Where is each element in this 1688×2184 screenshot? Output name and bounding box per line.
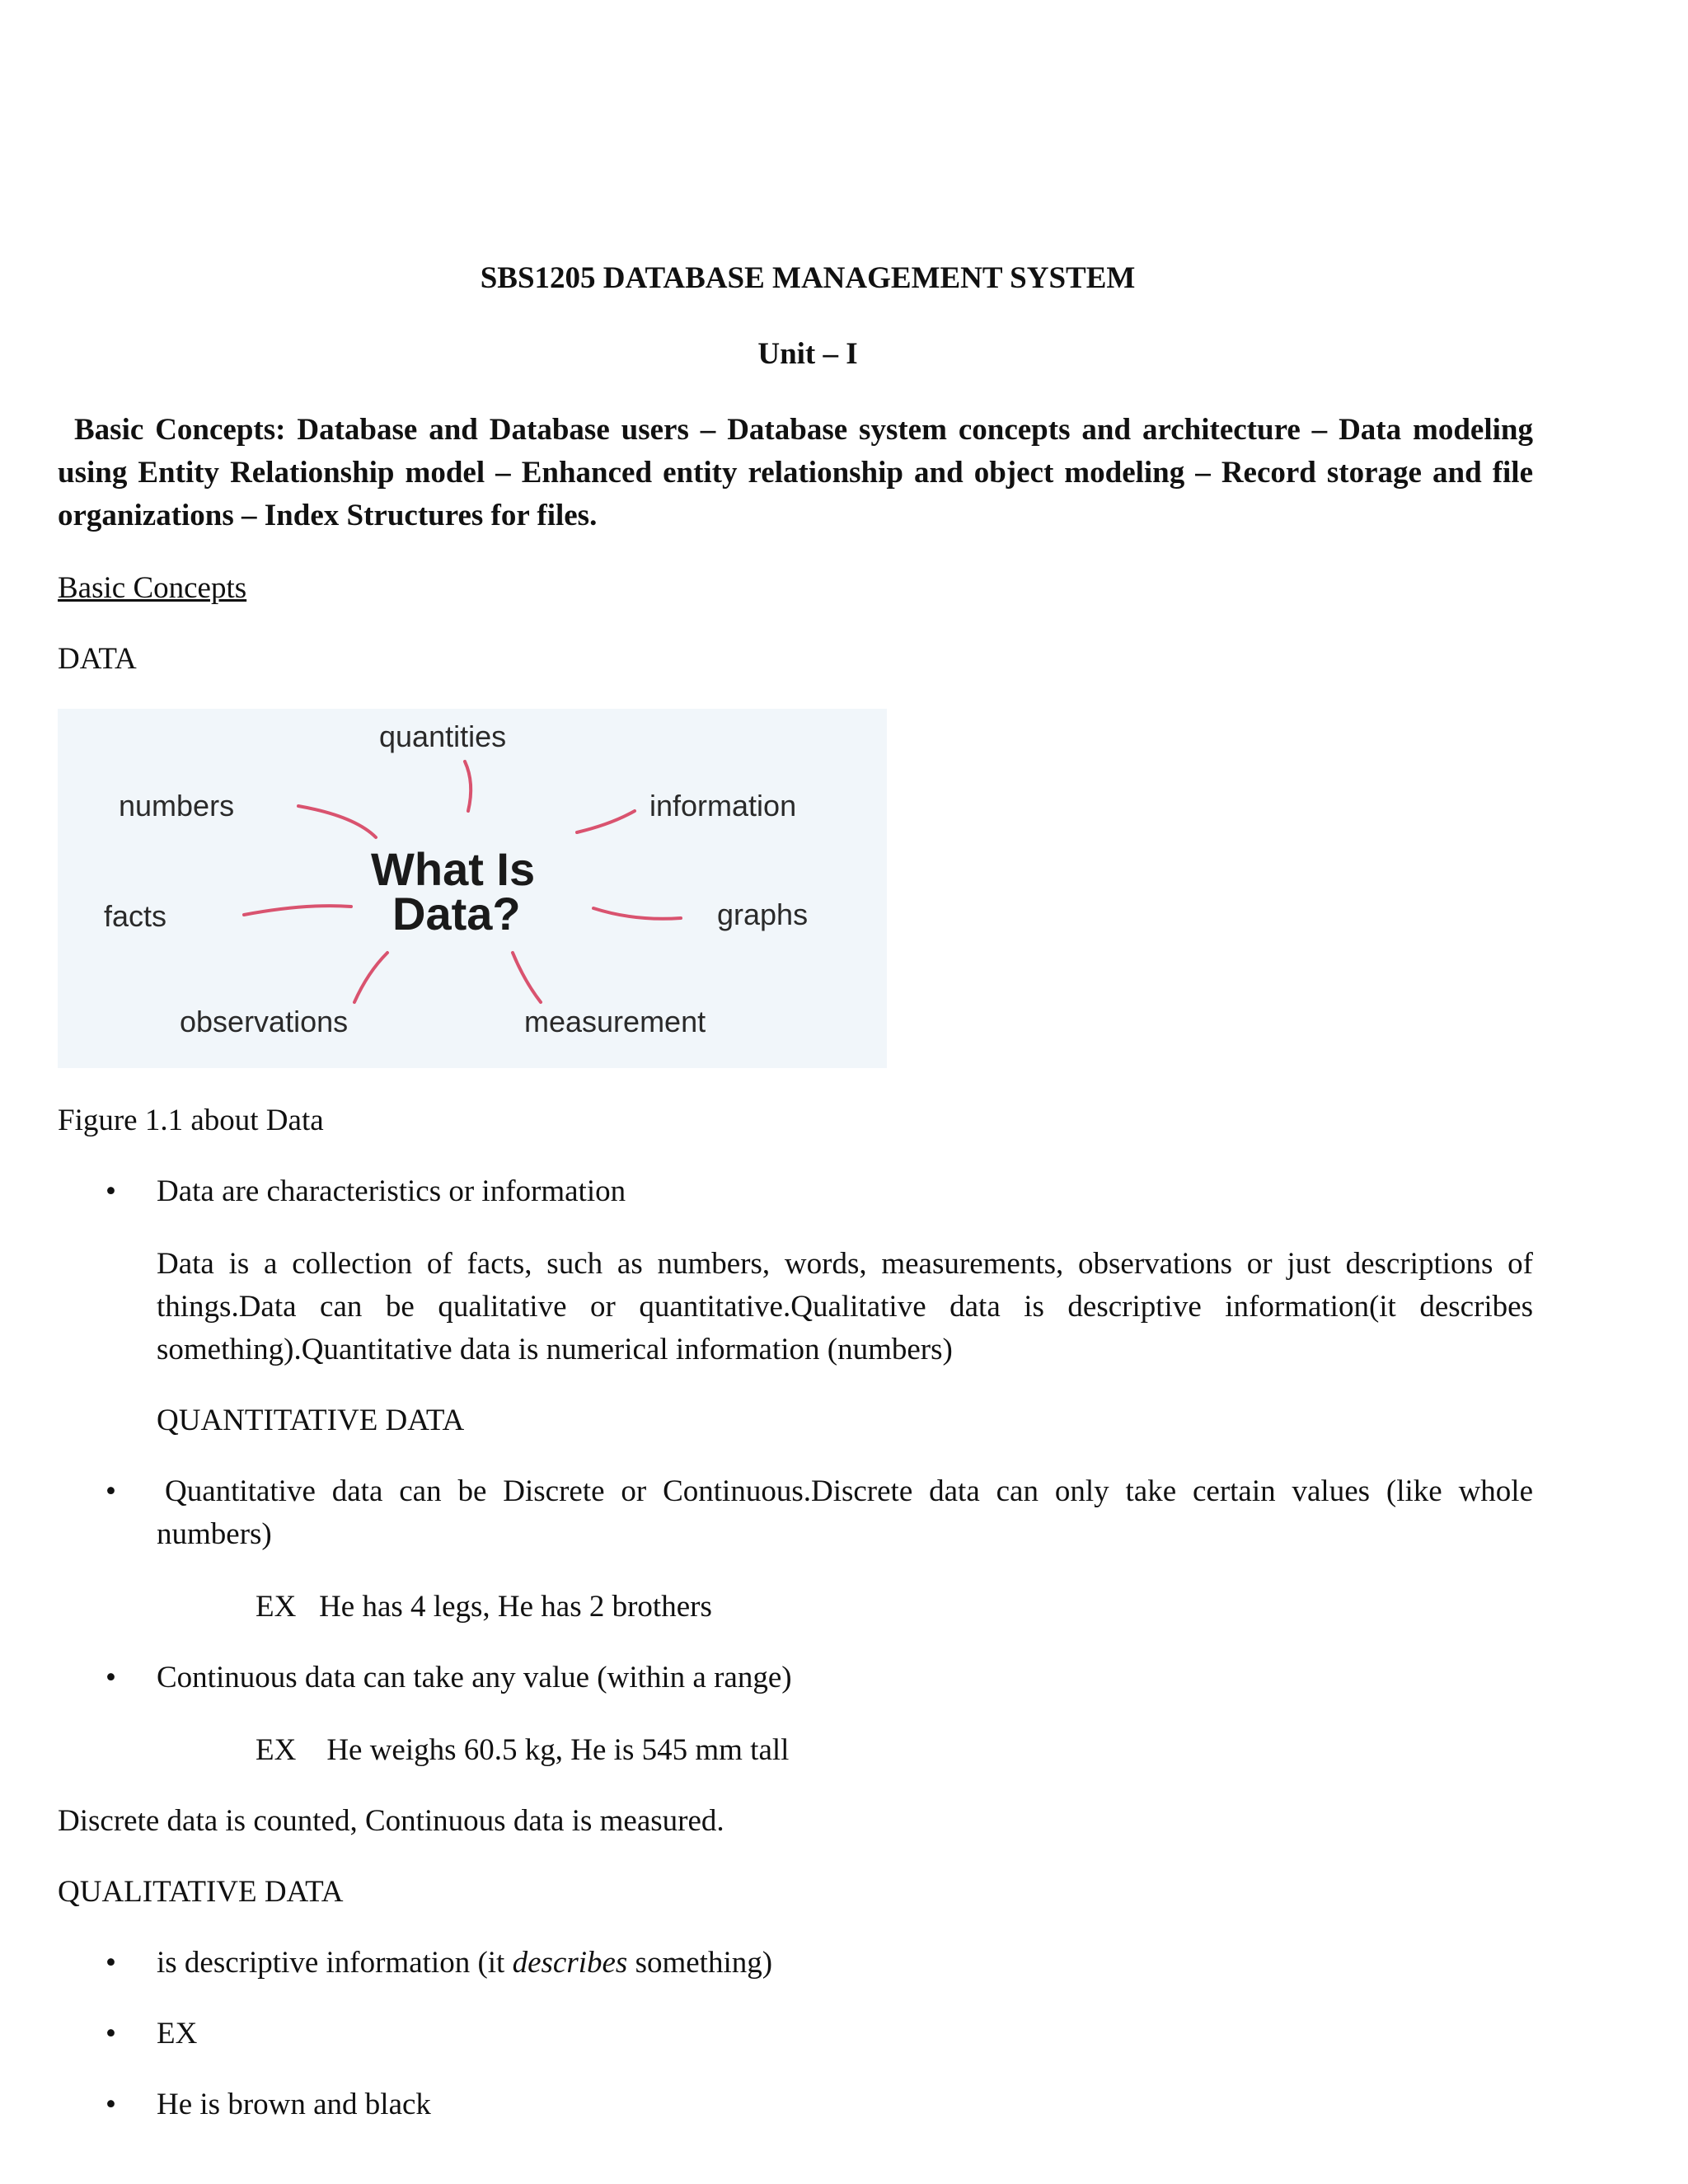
example-continuous: EX He weighs 60.5 kg, He is 545 mm tall <box>256 1733 790 1767</box>
section-heading-basic-concepts: Basic Concepts <box>58 571 247 605</box>
figure-center-line2: Data? <box>392 888 521 940</box>
figure-caption: Figure 1.1 about Data <box>58 1104 324 1137</box>
word-numbers: numbers <box>119 789 235 823</box>
connector-numbers <box>298 806 376 837</box>
bullet-qualitative-descriptive <box>157 1942 772 1985</box>
qualitative-text-end: something) <box>627 1946 773 1980</box>
connector-facts <box>244 906 351 915</box>
bullet-qualitative-example: He is brown and black <box>157 2088 431 2121</box>
word-observations: observations <box>180 1005 349 1038</box>
connector-observations <box>354 953 387 1002</box>
bullet-qualitative-ex: EX <box>157 2017 198 2050</box>
connector-information <box>577 811 635 832</box>
word-facts: facts <box>104 899 167 933</box>
what-is-data-diagram <box>58 709 887 1068</box>
bullet-marker: • <box>106 1661 116 1694</box>
syllabus-paragraph: Basic Concepts: Database and Database users – Database system concepts and architecture – Data modeling using Entity Relationship model – Enhanced entity relationship and object modeling – Record storage and file organizations – Index Structures for files. <box>58 413 1533 532</box>
unit-heading: Unit – I <box>757 337 858 371</box>
what-is-data-figure <box>58 709 887 1068</box>
qualitative-data-heading: QUALITATIVE DATA <box>58 1875 344 1909</box>
bullet-marker: • <box>106 2017 116 2050</box>
bullet-marker: • <box>106 2088 116 2121</box>
bullet-marker: • <box>106 1946 116 1980</box>
data-definition-paragraph: Data is a collection of facts, such as numbers, words, measurements, observations or just descriptions of things.Data can be qualitative or quantitative.Qualitative data is descriptive information(it describes something).Quantitative data is numerical information (numbers) <box>157 1247 1533 1366</box>
bullet-marker: • <box>106 1474 116 1508</box>
qualitative-text-start: is descriptive information (it <box>157 1946 513 1980</box>
example-discrete: EX He has 4 legs, He has 2 brothers <box>256 1590 712 1624</box>
word-graphs: graphs <box>717 898 809 931</box>
bullet-marker: • <box>106 1174 116 1208</box>
connector-graphs <box>593 908 681 919</box>
connector-measurement <box>513 953 541 1002</box>
data-heading: DATA <box>58 642 137 676</box>
figure-center-line1: What Is <box>371 843 536 895</box>
word-quantities: quantities <box>379 719 507 753</box>
connector-quantities <box>465 762 471 811</box>
bullet-quantitative-discrete: Quantitative data can be Discrete or Continuous.Discrete data can only take certain values (like whole numbers) <box>157 1474 1533 1551</box>
word-information: information <box>649 789 797 823</box>
bullet-data-characteristics: Data are characteristics or information <box>157 1174 626 1208</box>
bullet-continuous: Continuous data can take any value (within a range) <box>157 1661 792 1694</box>
qualitative-text-emphasis: describes <box>512 1946 628 1980</box>
document-title: SBS1205 DATABASE MANAGEMENT SYSTEM <box>480 261 1136 295</box>
quantitative-data-heading: QUANTITATIVE DATA <box>157 1404 465 1437</box>
word-measurement: measurement <box>524 1005 706 1038</box>
discrete-continuous-summary: Discrete data is counted, Continuous data is measured. <box>58 1804 724 1838</box>
